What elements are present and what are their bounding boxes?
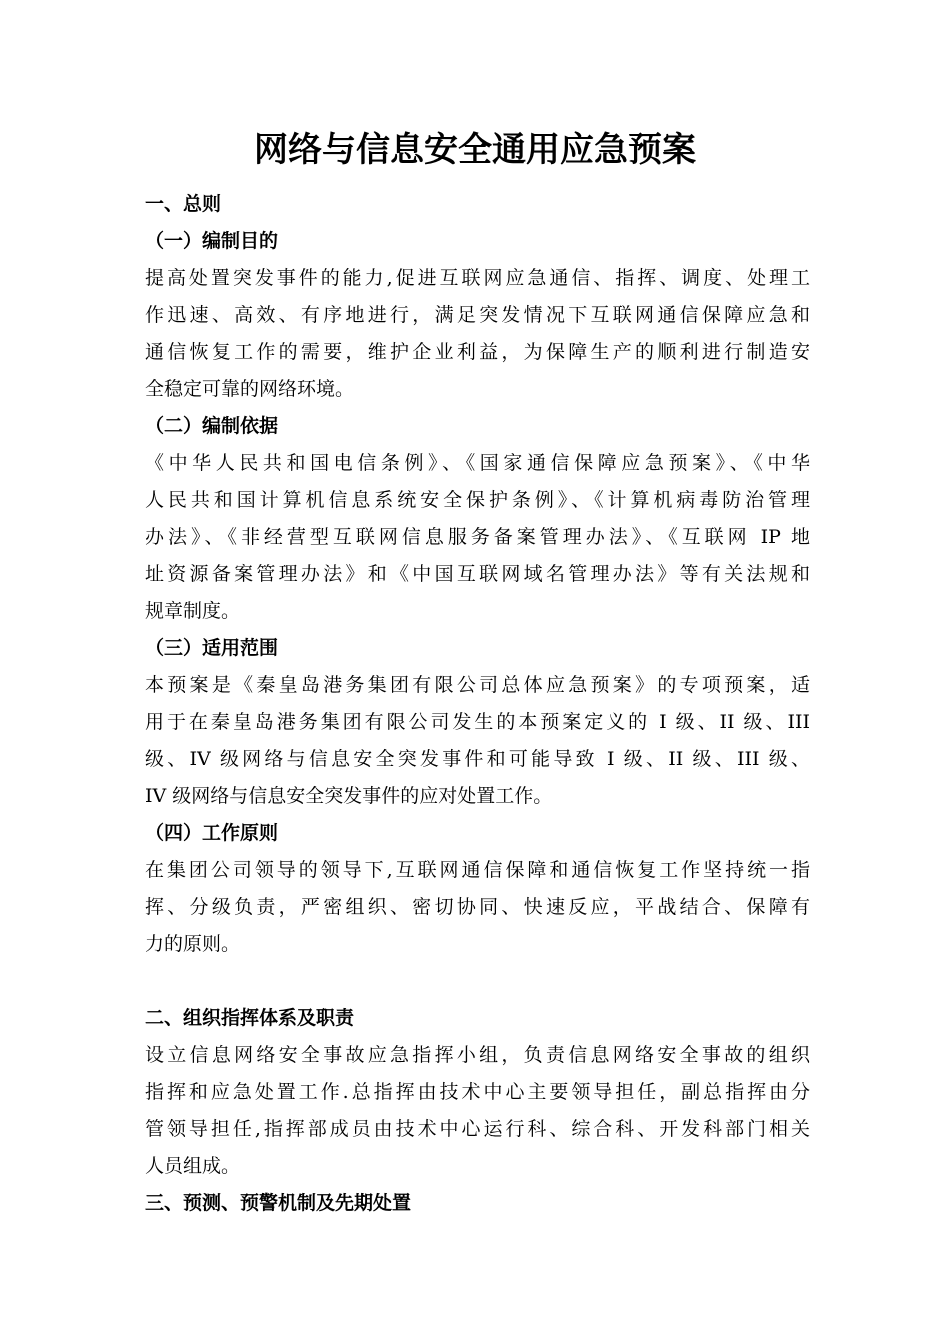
document-body bbox=[145, 186, 810, 1222]
text-line: IV 级网络与信息安全突发事件的应对处置工作。 bbox=[145, 785, 553, 807]
paragraph-principles bbox=[145, 852, 810, 963]
section-heading-organization: 二、组织指挥体系及职责 bbox=[145, 1007, 355, 1029]
text-line: 用于在秦皇岛港务集团有限公司发生的本预案定义的 I 级、II 级、III bbox=[145, 711, 810, 733]
text-line: 力的原则。 bbox=[145, 933, 241, 955]
paragraph-organization bbox=[145, 1037, 810, 1185]
text-line: 级、IV 级网络与信息安全突发事件和可能导致 I 级、II 级、III 级、 bbox=[145, 748, 810, 770]
text-line: 办法》、《非经营型互联网信息服务备案管理办法》、《互联网 IP 地 bbox=[145, 526, 810, 548]
subsection-heading-principles: （四）工作原则 bbox=[145, 822, 279, 844]
paragraph-basis bbox=[145, 445, 810, 630]
text-line: 作迅速、高效、有序地进行，满足突发情况下互联网通信保障应急和 bbox=[145, 304, 810, 326]
text-line: 通信恢复工作的需要，维护企业利益，为保障生产的顺利进行制造安 bbox=[145, 341, 810, 363]
text-line: 人民共和国计算机信息系统安全保护条例》、《计算机病毒防治管理 bbox=[145, 489, 810, 511]
text-line: 提高处置突发事件的能力,促进互联网应急通信、指挥、调度、处理工 bbox=[145, 267, 810, 289]
subsection-heading-scope: （三）适用范围 bbox=[145, 637, 279, 659]
text-line: 人员组成。 bbox=[145, 1155, 241, 1177]
text-line: 全稳定可靠的网络环境。 bbox=[145, 378, 355, 400]
text-line: 址资源备案管理办法》和《中国互联网域名管理办法》等有关法规和 bbox=[145, 563, 810, 585]
text-line: 指挥和应急处置工作.总指挥由技术中心主要领导担任，副总指挥由分 bbox=[145, 1081, 810, 1103]
subsection-heading-basis: （二）编制依据 bbox=[145, 415, 279, 437]
section-heading-general: 一、总则 bbox=[145, 193, 222, 215]
text-line: 设立信息网络安全事故应急指挥小组，负责信息网络安全事故的组织 bbox=[145, 1044, 810, 1066]
text-line: 规章制度。 bbox=[145, 600, 241, 622]
section-spacer bbox=[145, 963, 810, 1000]
section-heading-prediction: 三、预测、预警机制及先期处置 bbox=[145, 1192, 412, 1214]
text-line: 在集团公司领导的领导下,互联网通信保障和通信恢复工作坚持统一指 bbox=[145, 859, 810, 881]
subsection-heading-purpose: （一）编制目的 bbox=[145, 230, 279, 252]
text-line: 挥、分级负责，严密组织、密切协同、快速反应，平战结合、保障有 bbox=[145, 896, 810, 918]
text-line: 管领导担任,指挥部成员由技术中心运行科、综合科、开发科部门相关 bbox=[145, 1118, 810, 1140]
text-line: 《中华人民共和国电信条例》、《国家通信保障应急预案》、《中华 bbox=[145, 452, 810, 474]
document-title: 网络与信息安全通用应急预案 bbox=[254, 130, 696, 170]
text-line: 本预案是《秦皇岛港务集团有限公司总体应急预案》的专项预案，适 bbox=[145, 674, 810, 696]
paragraph-scope bbox=[145, 667, 810, 815]
paragraph-purpose bbox=[145, 260, 810, 408]
